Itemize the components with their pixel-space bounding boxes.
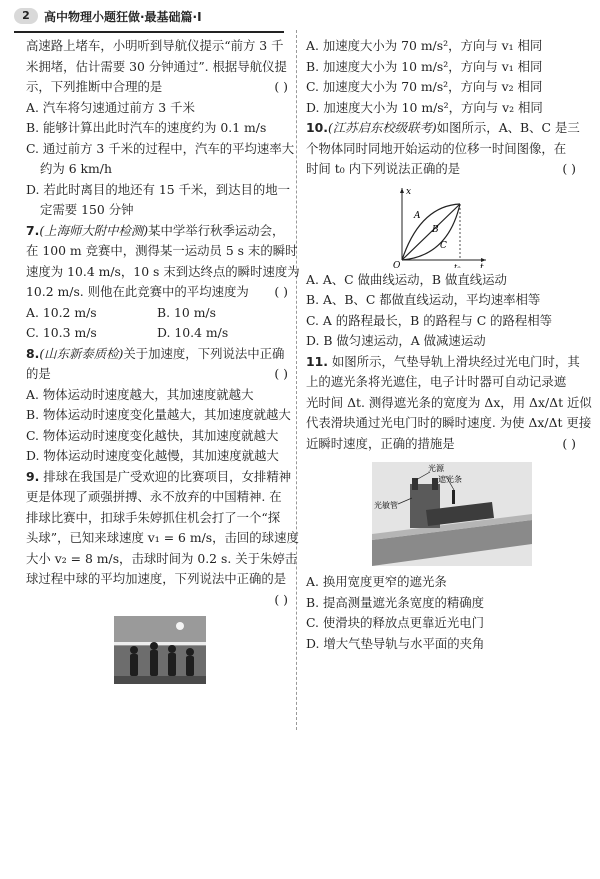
q11-line: 近瞬时速度，正确的措施是 [306, 435, 455, 451]
q9-line: 排球在我国是广受欢迎的比赛项目，女排精神 [43, 468, 292, 484]
q7-line: 速度为 10.4 m/s，10 s 末到达终点的瞬时速度为 [26, 263, 300, 279]
q7-line: 在 100 m 竞赛中，测得某一运动员 5 s 末的瞬时 [26, 243, 298, 258]
option-b[interactable]: B. 10 m/s [157, 304, 216, 320]
option-a[interactable]: A. 加速度大小为 70 m/s²，方向与 v₁ 相同 [306, 38, 543, 53]
question-number: 9. [26, 468, 40, 484]
question-8 [26, 344, 291, 467]
option-c[interactable]: C. 10.3 m/s [26, 325, 97, 340]
option-c[interactable]: C. 物体运动时速度变化越快，其加速度就越大 [26, 427, 279, 443]
question-11 [306, 352, 592, 655]
q7-line: 某中学举行秋季运动会， [148, 222, 285, 238]
q6-line: 高速路上堵车，小明听到导航仪提示“前方 3 千 [26, 38, 284, 53]
option-c[interactable]: C. 通过前方 3 千米的过程中，汽车的平均速率大 [26, 140, 295, 156]
q11-line: 光时间 Δt. 测得遮光条的宽度为 Δx，用 Δx/Δt 近似 [306, 394, 592, 410]
option-d[interactable]: D. 若此时离目的地还有 15 千米，到达目的地一 [26, 181, 291, 197]
option-b[interactable]: B. 能够计算出此时汽车的速度约为 0.1 m/s [26, 120, 267, 135]
q11-line: 如图所示，气垫导轨上滑块经过光电门时，其 [331, 353, 580, 369]
book-title: 高中物理小题狂做·最基础篇·Ⅰ [44, 10, 202, 24]
q9-line: 头球”，已知来球速度 v₁ = 6 m/s，击回的球速度 [26, 530, 299, 545]
option-b[interactable]: B. A、B、C 都做直线运动，平均速率相等 [306, 292, 541, 307]
option-d[interactable]: D. 加速度大小为 10 m/s²，方向与 v₂ 相同 [306, 99, 543, 115]
option-d-cont: 定需要 150 分钟 [40, 202, 134, 217]
answer-paren[interactable]: ( ) [274, 366, 288, 381]
option-d[interactable]: D. 10.4 m/s [157, 325, 229, 340]
x-axis-arrow [400, 188, 404, 193]
option-c[interactable]: C. A 的路程最长，B 的路程与 C 的路程相等 [306, 312, 553, 328]
volleyball-photo [114, 616, 206, 684]
left-column [26, 36, 300, 684]
curve-c-label: C [440, 240, 447, 251]
q6-line: 米拥堵，估计需要 30 分钟通过”. 根据导航仪提 [26, 58, 287, 74]
question-number: 10. [306, 120, 328, 135]
question-source: (山东新泰质检) [39, 345, 124, 361]
column-divider [296, 30, 297, 730]
t-axis-label: t [480, 262, 484, 268]
option-a[interactable]: A. 换用宽度更窄的遮光条 [306, 574, 447, 589]
question-9-options [306, 36, 576, 118]
q10-line: 如图所示，A、B、C 是三 [436, 120, 580, 135]
option-a[interactable]: A. 10.2 m/s [26, 304, 97, 320]
q10-line: 时间 t₀ 内下列说法正确的是 [306, 161, 461, 176]
option-d[interactable]: D. 增大气垫导轨与水平面的夹角 [306, 635, 485, 651]
q6-line: 示，下列推断中合理的是 [26, 79, 163, 94]
q7-line: 10.2 m/s. 则他在此竞赛中的平均速度为 [26, 284, 249, 299]
q8-line: 关于加速度，下列说法中正确 [123, 345, 285, 361]
label-light-source: 光源 [428, 464, 444, 473]
xt-graph [390, 184, 490, 268]
page-header [0, 0, 600, 34]
option-d[interactable]: D. B 做匀速运动，A 做减速运动 [306, 333, 486, 348]
option-a[interactable]: A. 物体运动时速度越大，其加速度就越大 [26, 386, 254, 402]
answer-paren[interactable]: ( ) [274, 284, 288, 299]
air-track-photo [372, 462, 532, 566]
option-c[interactable]: C. 加速度大小为 70 m/s²，方向与 v₂ 相同 [306, 79, 543, 94]
question-9 [26, 467, 299, 685]
question-6 [26, 36, 295, 221]
label-shading-strip: 遮光条 [438, 475, 462, 484]
t0-label: t₀ [454, 262, 461, 268]
question-number: 7. [26, 222, 40, 238]
page-number: 2 [14, 8, 38, 24]
xt-graph-svg [390, 184, 490, 268]
q10-line: 个物体同时同地开始运动的位移一时间图像，在 [306, 140, 567, 156]
question-10 [306, 118, 580, 352]
x-axis-label: x [406, 186, 412, 197]
question-source: (江苏启东校级联考) [327, 120, 437, 135]
answer-paren[interactable]: ( ) [562, 435, 576, 451]
t-axis-arrow [481, 258, 486, 262]
option-b[interactable]: B. 加速度大小为 10 m/s²，方向与 v₁ 相同 [306, 58, 543, 74]
curve-a-label: A [414, 210, 421, 221]
q9-line: 更是体现了顽强拼搏、永不放弃的中国精神. 在 [26, 489, 282, 504]
option-c[interactable]: C. 使滑块的释放点更靠近光电门 [306, 615, 484, 630]
answer-paren[interactable]: ( ) [562, 161, 576, 176]
question-number: 8. [26, 345, 40, 361]
q9-line: 球过程中球的平均加速度，下列说法中正确的是 [26, 571, 287, 586]
option-b[interactable]: B. 提高测量遮光条宽度的精确度 [306, 594, 485, 610]
option-d[interactable]: D. 物体运动时速度变化越慢，其加速度就越大 [26, 448, 279, 463]
label-photosensitive-tube: 光敏管 [374, 501, 398, 510]
option-a[interactable]: A. A、C 做曲线运动，B 做直线运动 [306, 271, 507, 287]
q8-line: 的是 [26, 366, 51, 381]
option-c-cont: 约为 6 km/h [40, 161, 112, 176]
question-7 [26, 221, 300, 344]
curve-b-label: B [432, 224, 439, 235]
origin-label: O [393, 260, 401, 268]
q9-line: 大小 v₂ = 8 m/s，击球时间为 0.2 s. 关于朱婷击 [26, 550, 298, 566]
q11-line: 代表滑块通过光电门时的瞬时速度. 为使 Δx/Δt 更接 [306, 415, 592, 430]
answer-paren[interactable]: ( ) [274, 79, 288, 94]
answer-paren[interactable]: ( ) [274, 591, 288, 607]
question-source: (上海师大附中检测) [39, 222, 149, 238]
option-a[interactable]: A. 汽车将匀速通过前方 3 千米 [26, 99, 195, 115]
q9-line: 排球比赛中，扣球手朱婷抓住机会打了一个“探 [26, 509, 281, 525]
right-column [306, 36, 592, 654]
question-number: 11. [306, 353, 328, 369]
q11-line: 上的遮光条将光遮住，电子计时器可自动记录遮 [306, 374, 567, 389]
volleyball-photo-image [114, 616, 206, 684]
line-b [402, 204, 460, 260]
header-rule [14, 31, 284, 33]
air-track-photo-image [372, 462, 532, 566]
option-b[interactable]: B. 物体运动时速度变化量越大，其加速度就越大 [26, 407, 291, 422]
